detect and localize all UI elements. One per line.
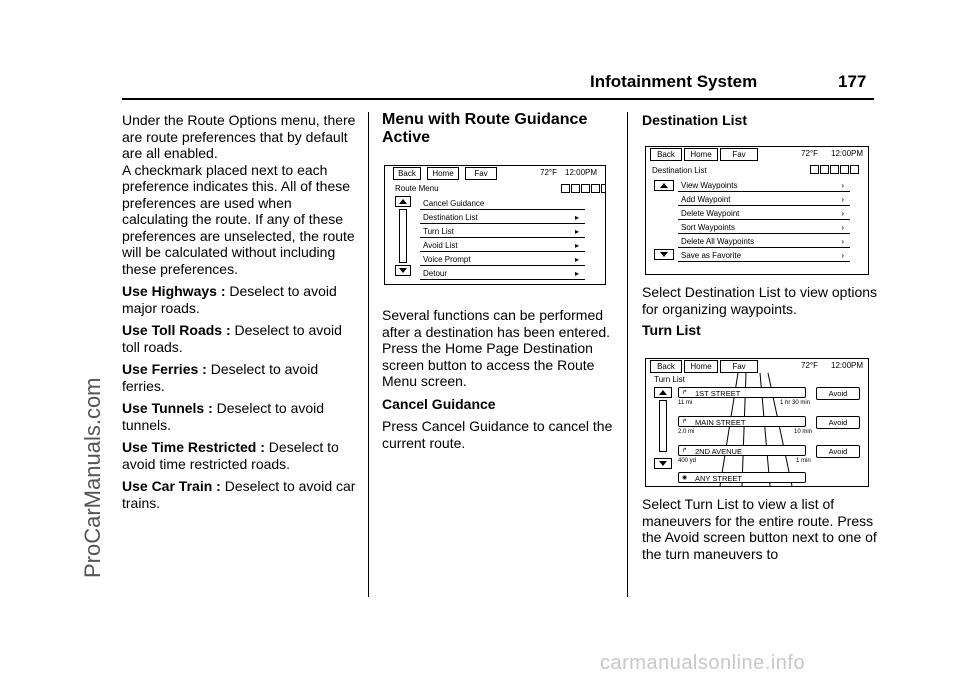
turn-list-screen <box>645 358 869 487</box>
option-desc: Deselect to avoid ferries. <box>122 361 319 394</box>
chevron-right-icon: › <box>841 209 844 218</box>
cancel-guidance-paragraph: Press Cancel Guidance to cancel the current route. <box>382 418 613 451</box>
menu-item-label: Voice Prompt <box>423 255 471 264</box>
chevron-right-icon: ▸ <box>574 269 579 278</box>
header-rule <box>122 98 874 100</box>
menu-item[interactable] <box>678 193 850 206</box>
back-button[interactable]: Back <box>650 148 682 161</box>
option-term: Use Car Train : <box>122 478 221 494</box>
chevron-right-icon: › <box>841 251 844 260</box>
menu-item-label: View Waypoints <box>681 181 738 190</box>
header-title: Infotainment System <box>590 72 758 91</box>
destination-icon: ◉ <box>682 475 688 481</box>
menu-item[interactable] <box>678 249 850 262</box>
status-icons <box>810 165 859 174</box>
up-arrow-icon <box>399 199 407 204</box>
menu-item-label: Detour <box>423 269 448 278</box>
cancel-guidance-heading: Cancel Guidance <box>382 395 496 412</box>
turn-time: 10 min <box>794 429 813 435</box>
home-button[interactable]: Home <box>684 148 718 161</box>
menu-item-label: Add Waypoint <box>681 195 731 204</box>
turn-list-paragraph: Select Turn List to view a list of maneuvers for the entire route. Press the Avoid screen button next to one of the turn maneuvers to <box>642 496 877 562</box>
route-menu-screen <box>384 165 606 285</box>
option-highways <box>122 283 357 316</box>
route-menu-paragraph: Several functions can be performed after a destination has been entered. Press the Home Page Destination screen button to access the Route Menu screen. <box>382 307 611 389</box>
option-term: Use Time Restricted : <box>122 439 265 455</box>
menu-item[interactable] <box>420 197 585 210</box>
option-desc: Deselect to avoid major roads. <box>122 283 337 316</box>
intro-paragraph-2: A checkmark placed next to each preference indicates this. All of these preferences are used when calculating the route. If any of these preferences are unselected, the route will be calculated without including these preferences. <box>122 161 355 277</box>
column-2-body <box>382 307 622 457</box>
option-time-restricted <box>122 439 357 472</box>
temperature: 72°F <box>540 168 557 177</box>
scroll-up-button[interactable] <box>654 180 674 191</box>
turn-time: 1 hr 30 min <box>780 400 811 406</box>
chevron-right-icon: › <box>841 237 844 246</box>
turn-street[interactable]: 2ND AVENUE <box>678 445 806 456</box>
destination-list-screen <box>645 146 869 275</box>
fav-button[interactable]: Fav <box>720 148 758 161</box>
chevron-right-icon: ▸ <box>574 255 579 264</box>
option-toll-roads <box>122 322 357 355</box>
menu-item[interactable] <box>420 267 585 280</box>
option-ferries <box>122 361 357 394</box>
down-arrow-icon <box>660 252 668 257</box>
chevron-right-icon: › <box>841 223 844 232</box>
clock: 12:00PM <box>831 361 864 370</box>
menu-item-label: Destination List <box>423 213 478 222</box>
option-desc: Deselect to avoid time restricted roads. <box>122 439 339 472</box>
home-button[interactable]: Home <box>427 167 459 180</box>
destination-list-heading: Destination List <box>642 112 748 128</box>
turn-list-heading: Turn List <box>642 322 701 338</box>
option-term: Use Toll Roads : <box>122 322 231 338</box>
scroll-up-button[interactable] <box>654 387 672 398</box>
fav-button[interactable]: Fav <box>720 360 758 373</box>
turn-time: 1 min <box>796 458 811 464</box>
turn-street[interactable]: 1ST STREET <box>678 387 806 398</box>
menu-item-label: Save as Favorite <box>681 251 742 260</box>
menu-item-label: Delete All Waypoints <box>681 237 755 246</box>
turn-arrow-icon: ↱ <box>682 390 688 396</box>
back-button[interactable]: Back <box>650 360 682 373</box>
scroll-up-button[interactable] <box>395 196 411 207</box>
turn-arrow-icon: ↱ <box>682 419 688 425</box>
screen-title: Turn List <box>654 375 685 384</box>
menu-item[interactable] <box>420 253 585 266</box>
avoid-button[interactable]: Avoid <box>816 416 860 429</box>
chevron-right-icon: › <box>841 195 844 204</box>
column-divider-1 <box>368 112 369 597</box>
menu-item[interactable] <box>678 207 850 220</box>
chevron-right-icon: ▸ <box>574 227 579 236</box>
turn-street[interactable]: MAIN STREET <box>678 416 806 427</box>
fav-button[interactable]: Fav <box>465 167 497 180</box>
temperature: 72°F <box>801 361 818 370</box>
down-arrow-icon <box>659 461 667 466</box>
option-desc: Deselect to avoid tunnels. <box>122 400 325 433</box>
menu-item-label: Sort Waypoints <box>681 223 735 232</box>
scrollbar[interactable] <box>659 400 667 452</box>
menu-item-label: Turn List <box>423 227 454 236</box>
menu-item[interactable] <box>678 221 850 234</box>
menu-item-label: Avoid List <box>423 241 458 250</box>
temperature: 72°F <box>801 149 818 158</box>
option-term: Use Highways : <box>122 283 226 299</box>
down-arrow-icon <box>399 268 407 273</box>
screen-title: Destination List <box>652 166 707 175</box>
menu-item[interactable] <box>420 225 585 238</box>
page-number: 177 <box>838 72 867 91</box>
menu-item[interactable] <box>420 211 585 224</box>
scrollbar[interactable] <box>399 209 407 263</box>
destination-list-paragraph: Select Destination List to view options for organizing waypoints. <box>642 284 878 317</box>
up-arrow-icon <box>659 390 667 395</box>
destination-street[interactable]: ANY STREET <box>678 472 806 483</box>
screen-title: Route Menu <box>395 184 439 193</box>
scroll-down-button[interactable] <box>654 458 672 469</box>
menu-item[interactable] <box>678 179 850 192</box>
clock: 12:00PM <box>565 168 598 177</box>
option-tunnels <box>122 400 357 433</box>
scroll-down-button[interactable] <box>654 249 674 260</box>
turn-distance: 2.0 mi <box>678 429 695 435</box>
clock: 12:00PM <box>831 149 864 158</box>
status-icons <box>561 184 606 193</box>
turn-distance: 400 yd <box>678 458 697 464</box>
option-desc: Deselect to avoid toll roads. <box>122 322 342 355</box>
home-button[interactable]: Home <box>684 360 718 373</box>
bottom-watermark: carmanualsonline.info <box>600 652 806 674</box>
menu-item-label: Cancel Guidance <box>423 199 485 208</box>
option-car-train <box>122 478 357 511</box>
option-desc: Deselect to avoid car trains. <box>122 478 356 511</box>
avoid-button[interactable]: Avoid <box>816 387 860 400</box>
turn-arrow-icon: ↱ <box>682 448 688 454</box>
menu-item-label: Delete Waypoint <box>681 209 740 218</box>
column-1 <box>122 112 357 517</box>
option-term: Use Tunnels : <box>122 400 213 416</box>
side-watermark: ProCarManuals.com <box>80 377 105 578</box>
option-term: Use Ferries : <box>122 361 207 377</box>
column-divider-2 <box>627 112 628 597</box>
up-arrow-icon <box>660 183 668 188</box>
intro-paragraph-1: Under the Route Options menu, there are route preferences that by default are all enabled. <box>122 112 356 161</box>
scroll-down-button[interactable] <box>395 265 411 276</box>
menu-item[interactable] <box>420 239 585 252</box>
chevron-right-icon: ▸ <box>574 241 579 250</box>
chevron-right-icon: ▸ <box>574 213 579 222</box>
chevron-right-icon: › <box>841 181 844 190</box>
turn-distance: 11 mi <box>678 400 693 406</box>
back-button[interactable]: Back <box>393 167 421 180</box>
section-heading: Menu with Route Guidance Active <box>382 111 588 146</box>
avoid-button[interactable]: Avoid <box>816 445 860 458</box>
menu-item[interactable] <box>678 235 850 248</box>
